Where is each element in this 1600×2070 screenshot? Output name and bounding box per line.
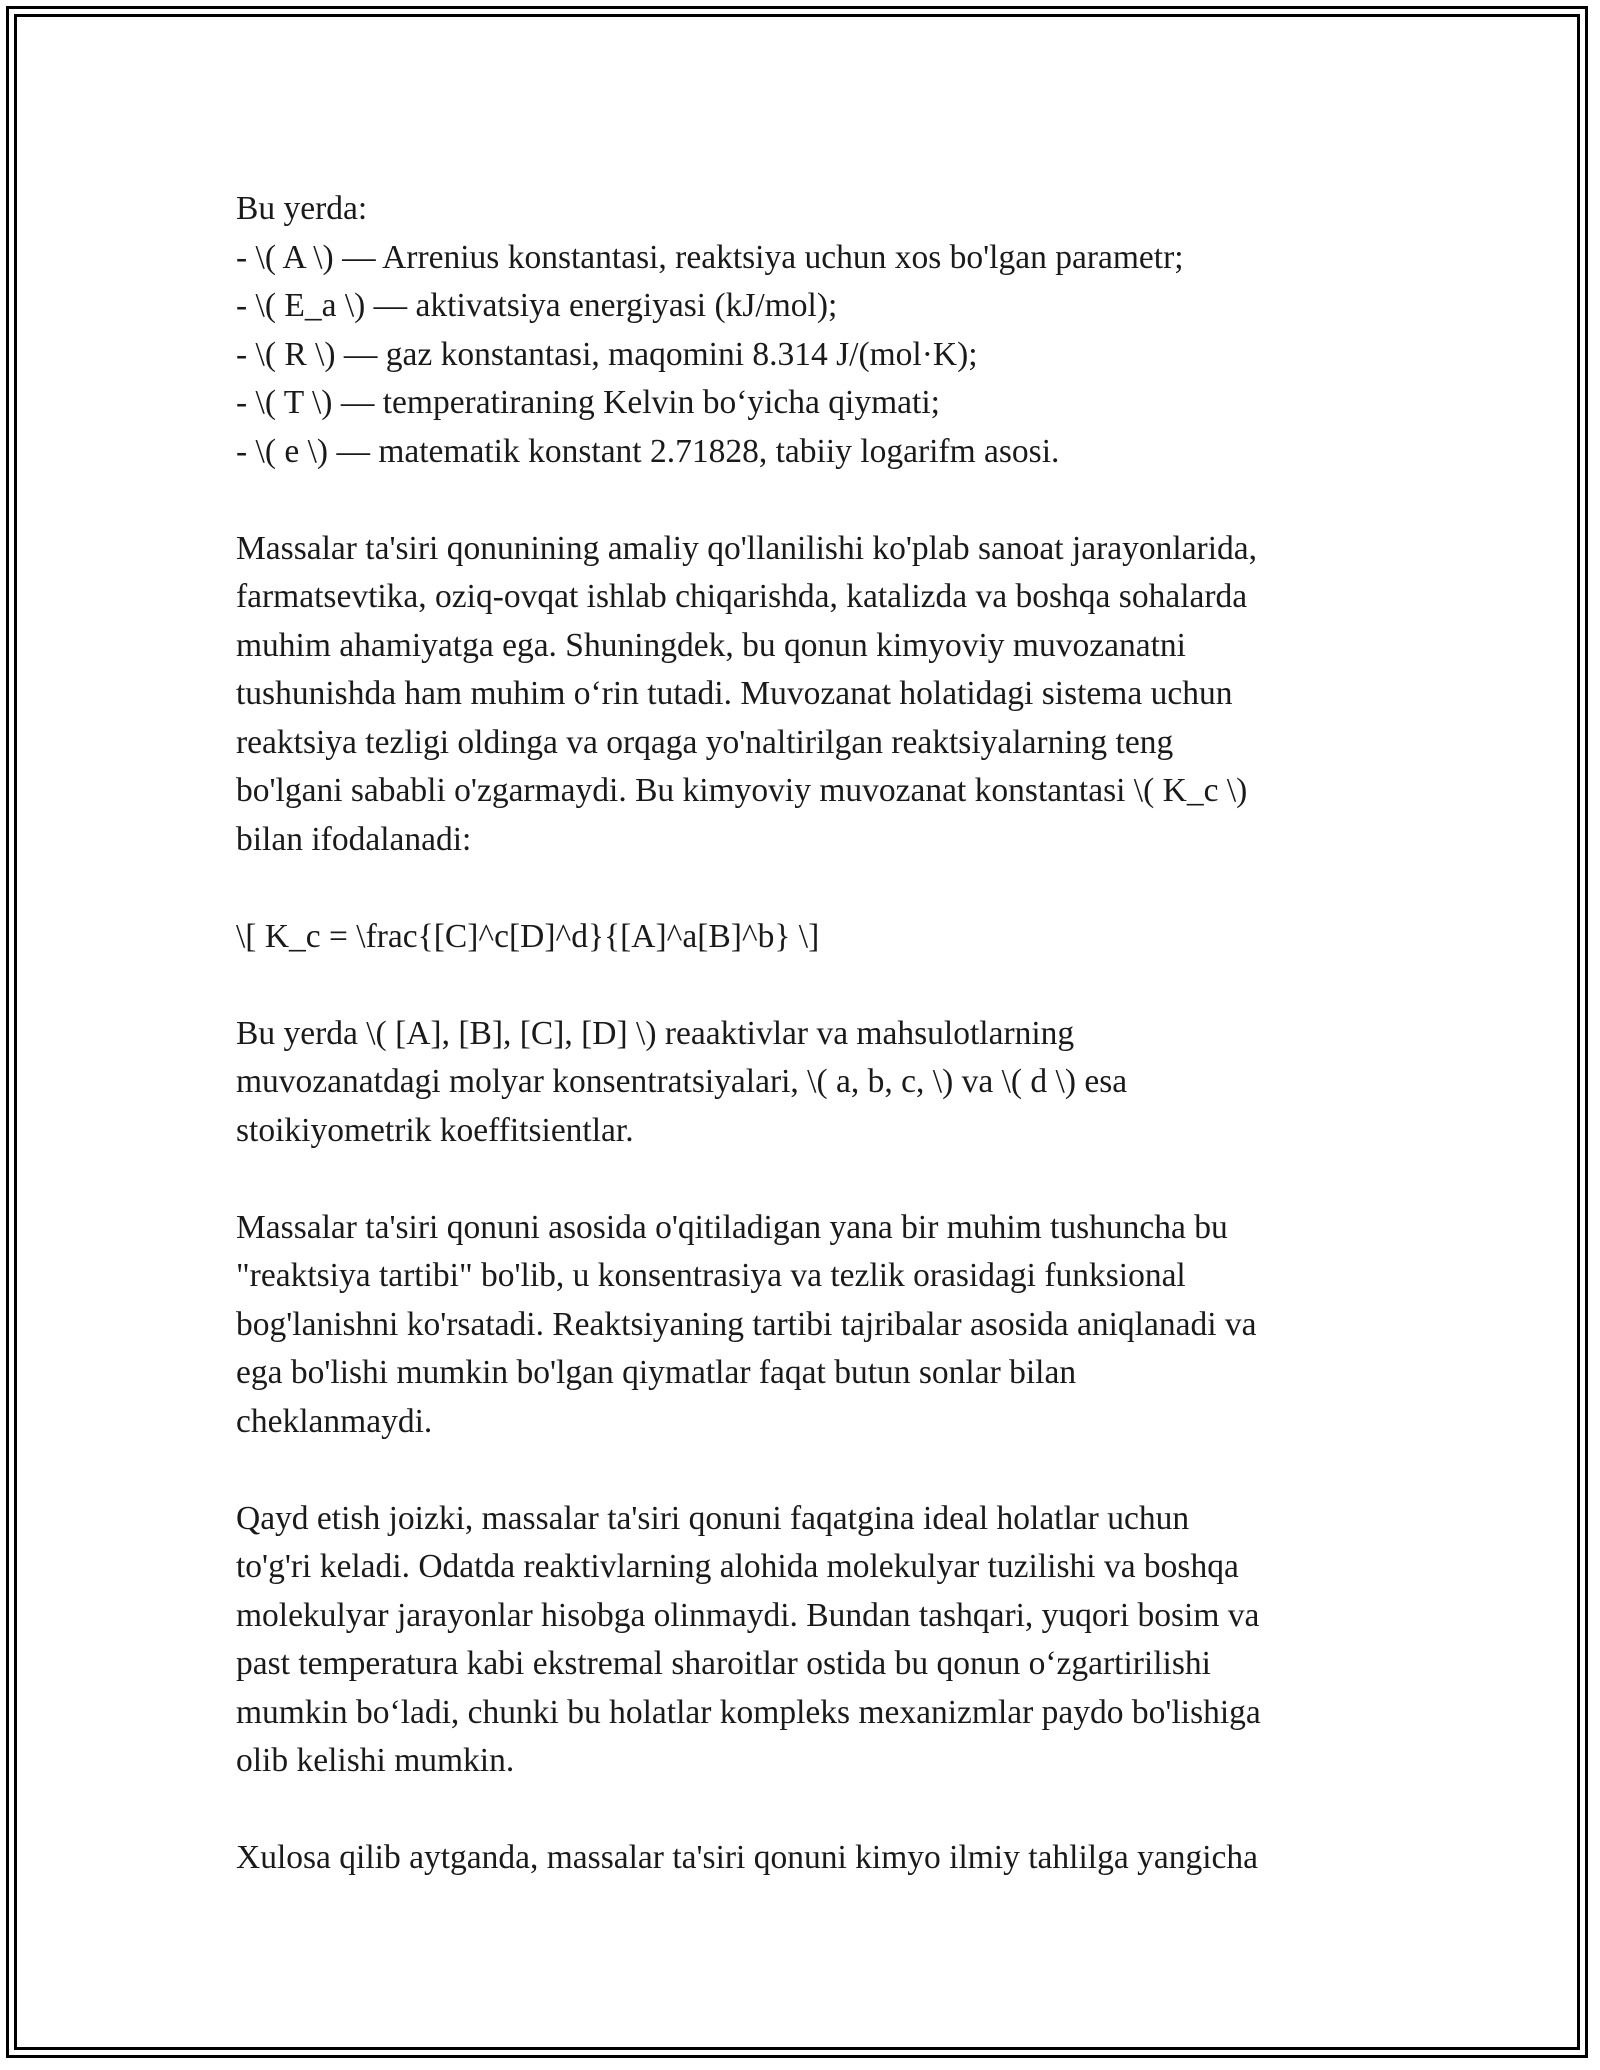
text-line: molekulyar jarayonlar hisobga olinmaydi. Bundan tashqari, yuqori bosim va: [236, 1596, 1260, 1634]
paragraph-application: [236, 525, 1376, 865]
definitions-heading: Bu yerda:: [236, 190, 368, 227]
text-line: cheklanmaydi.: [236, 1402, 433, 1440]
text-line: ega bo'lishi mumkin bo'lgan qiymatlar faqat butun sonlar bilan: [236, 1354, 1077, 1391]
text-line: "reaktsiya tartibi" bo'lib, u konsentrasiya va tezlik orasidagi funksional: [236, 1257, 1186, 1294]
equilibrium-constant-formula: \[ K_c = \frac{[C]^c[D]^d}{[A]^a[B]^b} \]: [236, 917, 820, 955]
text-line: farmatsevtika, oziq-ovqat ishlab chiqarishda, katalizda va boshqa sohalarda: [236, 578, 1248, 615]
text-line: muhim ahamiyatga ega. Shuningdek, bu qonun kimyoviy muvozanatni: [236, 626, 1186, 664]
text-line: Bu yerda \( [A], [B], [C], [D] \) reaaktivlar va mahsulotlarning: [236, 1014, 1075, 1052]
text-line: past temperatura kabi ekstremal sharoitlar ostida bu qonun o‘zgartirilishi: [236, 1645, 1211, 1682]
paragraph-conclusion: [236, 1834, 1376, 1883]
text-line: muvozanatdagi molyar konsentratsiyalari, \( a, b, c, \) va \( d \) esa: [236, 1063, 1128, 1100]
paragraph-reaction-order: [236, 1204, 1376, 1447]
definition-item: - \( A \) — Arrenius konstantasi, reaktsiya uchun xos bo'lgan parametr;: [236, 238, 1184, 276]
text-line: bilan ifodalanadi:: [236, 820, 472, 858]
definition-item: - \( E_a \) — aktivatsiya energiyasi (kJ/mol);: [236, 287, 838, 324]
paragraph-formula-explanation: [236, 1010, 1376, 1156]
text-line: Qayd etish joizki, massalar ta'siri qonuni faqatgina ideal holatlar uchun: [236, 1499, 1190, 1537]
text-line: bo'lgani sababli o'zgarmaydi. Bu kimyoviy muvozanat konstantasi \( K_c \): [236, 772, 1248, 809]
text-line: olib kelishi mumkin.: [236, 1742, 515, 1779]
paragraph-limitations: [236, 1495, 1376, 1786]
text-line: tushunishda ham muhim o‘rin tutadi. Muvozanat holatidagi sistema uchun: [236, 675, 1233, 712]
document-body: [236, 185, 1376, 1931]
text-line: stoikiyometrik koeffitsientlar.: [236, 1111, 634, 1149]
text-line: mumkin bo‘ladi, chunki bu holatlar kompleks mexanizmlar paydo bo'lishiga: [236, 1693, 1261, 1731]
text-line: Massalar ta'siri qonunining amaliy qo'llanilishi ko'plab sanoat jarayonlarida,: [236, 529, 1258, 567]
text-line: reaktsiya tezligi oldinga va orqaga yo'naltirilgan reaktsiyalarning teng: [236, 723, 1174, 761]
definitions-block: [236, 185, 1376, 476]
definition-item: - \( R \) — gaz konstantasi, maqomini 8.314 J/(mol·K);: [236, 335, 978, 373]
text-line: bog'lanishni ko'rsatadi. Reaktsiyaning tartibi tajribalar asosida aniqlanadi va: [236, 1305, 1257, 1343]
text-line: Massalar ta'siri qonuni asosida o'qitiladigan yana bir muhim tushuncha bu: [236, 1208, 1228, 1246]
definition-item: - \( T \) — temperatiraning Kelvin bo‘yicha qiymati;: [236, 384, 940, 421]
text-line: to'g'ri keladi. Odatda reaktivlarning alohida molekulyar tuzilishi va boshqa: [236, 1548, 1239, 1585]
text-line: Xulosa qilib aytganda, massalar ta'siri qonuni kimyo ilmiy tahlilga yangicha: [236, 1839, 1258, 1876]
formula-block: [236, 913, 1376, 962]
definition-item: - \( e \) — matematik konstant 2.71828, tabiiy logarifm asosi.: [236, 432, 1060, 470]
